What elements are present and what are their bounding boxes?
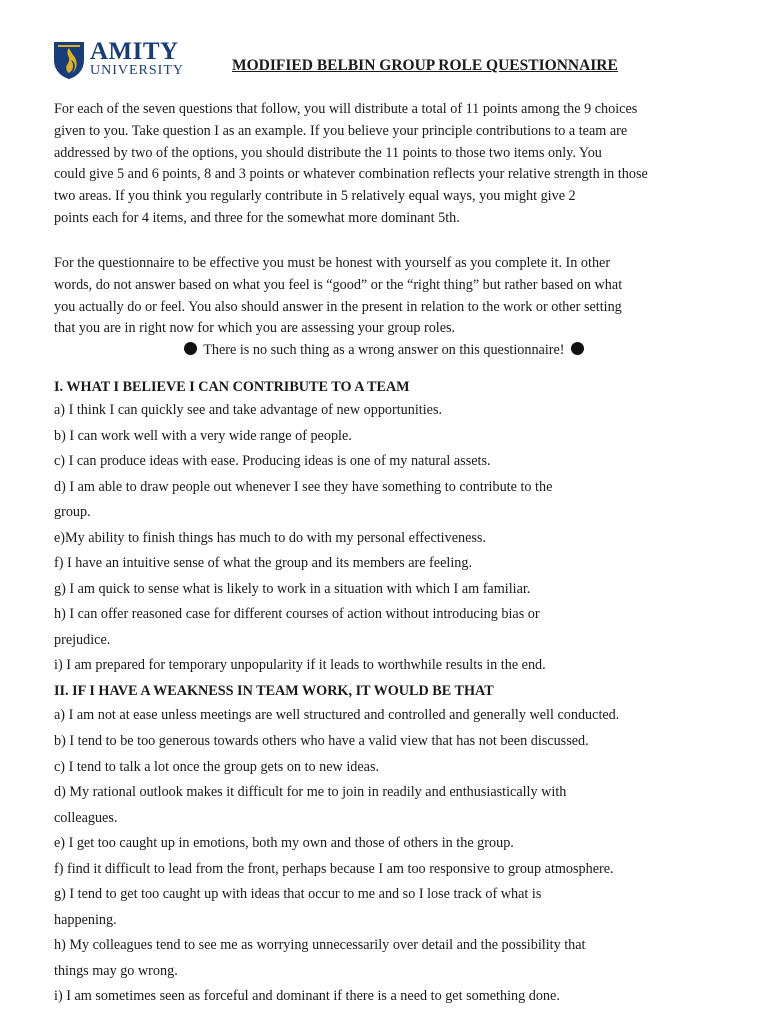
- question-2-option: i) I am sometimes seen as forceful and dominant if there is a need to get something done.: [54, 988, 560, 1004]
- question-1-option: prejudice.: [54, 632, 111, 648]
- question-1-option: group.: [54, 504, 91, 520]
- note-text: There is no such thing as a wrong answer on this questionnaire!: [203, 342, 565, 358]
- honesty-line: you actually do or feel. You also should answer in the present in relation to the work or other setting: [54, 298, 622, 315]
- intro-line: given to you. Take question I as an example. If you believe your principle contributions to a team are: [54, 122, 628, 139]
- question-2-option: f) find it difficult to lead from the front, perhaps because I am too responsive to group atmosphere.: [54, 861, 614, 877]
- question-2-option: happening.: [54, 912, 117, 928]
- question-1-option: f) I have an intuitive sense of what the group and its members are feeling.: [54, 555, 472, 571]
- question-1-option: c) I can produce ideas with ease. Producing ideas is one of my natural assets.: [54, 453, 491, 469]
- logo-wordmark: AMITY: [90, 38, 179, 65]
- question-2-option: e) I get too caught up in emotions, both my own and those of others in the group.: [54, 835, 514, 851]
- question-1-option: a) I think I can quickly see and take advantage of new opportunities.: [54, 402, 443, 418]
- honesty-paragraph: [54, 253, 734, 340]
- question-2-option: c) I tend to talk a lot once the group gets on to new ideas.: [54, 759, 380, 775]
- question-1-option: i) I am prepared for temporary unpopularity if it leads to worthwhile results in the end.: [54, 657, 546, 673]
- question-1-option: b) I can work well with a very wide range of people.: [54, 428, 352, 444]
- question-2-option: d) My rational outlook makes it difficult for me to join in readily and enthusiastically with: [54, 784, 567, 800]
- intro-line: points each for 4 items, and three for the somewhat more dominant 5th.: [54, 209, 460, 226]
- honesty-line: For the questionnaire to be effective you must be honest with yourself as you complete it. In other: [54, 255, 611, 271]
- question-2-option: a) I am not at ease unless meetings are well structured and controlled and generally well conducted.: [54, 707, 620, 723]
- intro-line: could give 5 and 6 points, 8 and 3 points or whatever combination reflects your relative strength in those: [54, 166, 648, 183]
- honesty-line: that you are in right now for which you are assessing your group roles.: [54, 320, 456, 337]
- question-2-option: b) I tend to be too generous towards others who have a valid view that has not been discussed.: [54, 733, 589, 749]
- section-1-heading: I. WHAT I BELIEVE I CAN CONTRIBUTE TO A TEAM: [54, 379, 410, 395]
- question-1-option: d) I am able to draw people out whenever I see they have something to contribute to the: [54, 479, 553, 495]
- question-2-option: colleagues.: [54, 810, 118, 826]
- intro-line: two areas. If you think you regularly contribute in 5 relatively equal ways, you might give 2: [54, 188, 576, 205]
- wrong-answer-note: [0, 342, 768, 359]
- amity-logo: [52, 38, 192, 82]
- intro-line: For each of the seven questions that follow, you will distribute a total of 11 points among the 9 choices: [54, 101, 638, 117]
- intro-paragraph: [54, 99, 734, 230]
- bullet-icon: [184, 342, 197, 355]
- shield-icon: [52, 40, 86, 80]
- section-2-heading: II. IF I HAVE A WEAKNESS IN TEAM WORK, IT WOULD BE THAT: [54, 683, 494, 699]
- question-2-option: g) I tend to get too caught up with ideas that occur to me and so I lose track of what is: [54, 886, 542, 902]
- document-header: [52, 38, 732, 82]
- intro-line: addressed by two of the options, you should distribute the 11 points to those two items only. You: [54, 144, 602, 161]
- logo-subtitle: UNIVERSITY: [90, 63, 184, 78]
- document-title: MODIFIED BELBIN GROUP ROLE QUESTIONNAIRE: [232, 57, 618, 74]
- question-1-option: g) I am quick to sense what is likely to work in a situation with which I am familiar.: [54, 581, 531, 597]
- question-1-option: e)My ability to finish things has much to do with my personal effectiveness.: [54, 530, 486, 546]
- question-2-option: h) My colleagues tend to see me as worrying unnecessarily over detail and the possibility that: [54, 937, 586, 953]
- honesty-line: words, do not answer based on what you feel is “good” or the “right thing” but rather based on what: [54, 276, 623, 293]
- question-2-option: things may go wrong.: [54, 963, 178, 979]
- bullet-icon: [571, 342, 584, 355]
- question-1-option: h) I can offer reasoned case for different courses of action without introducing bias or: [54, 606, 540, 622]
